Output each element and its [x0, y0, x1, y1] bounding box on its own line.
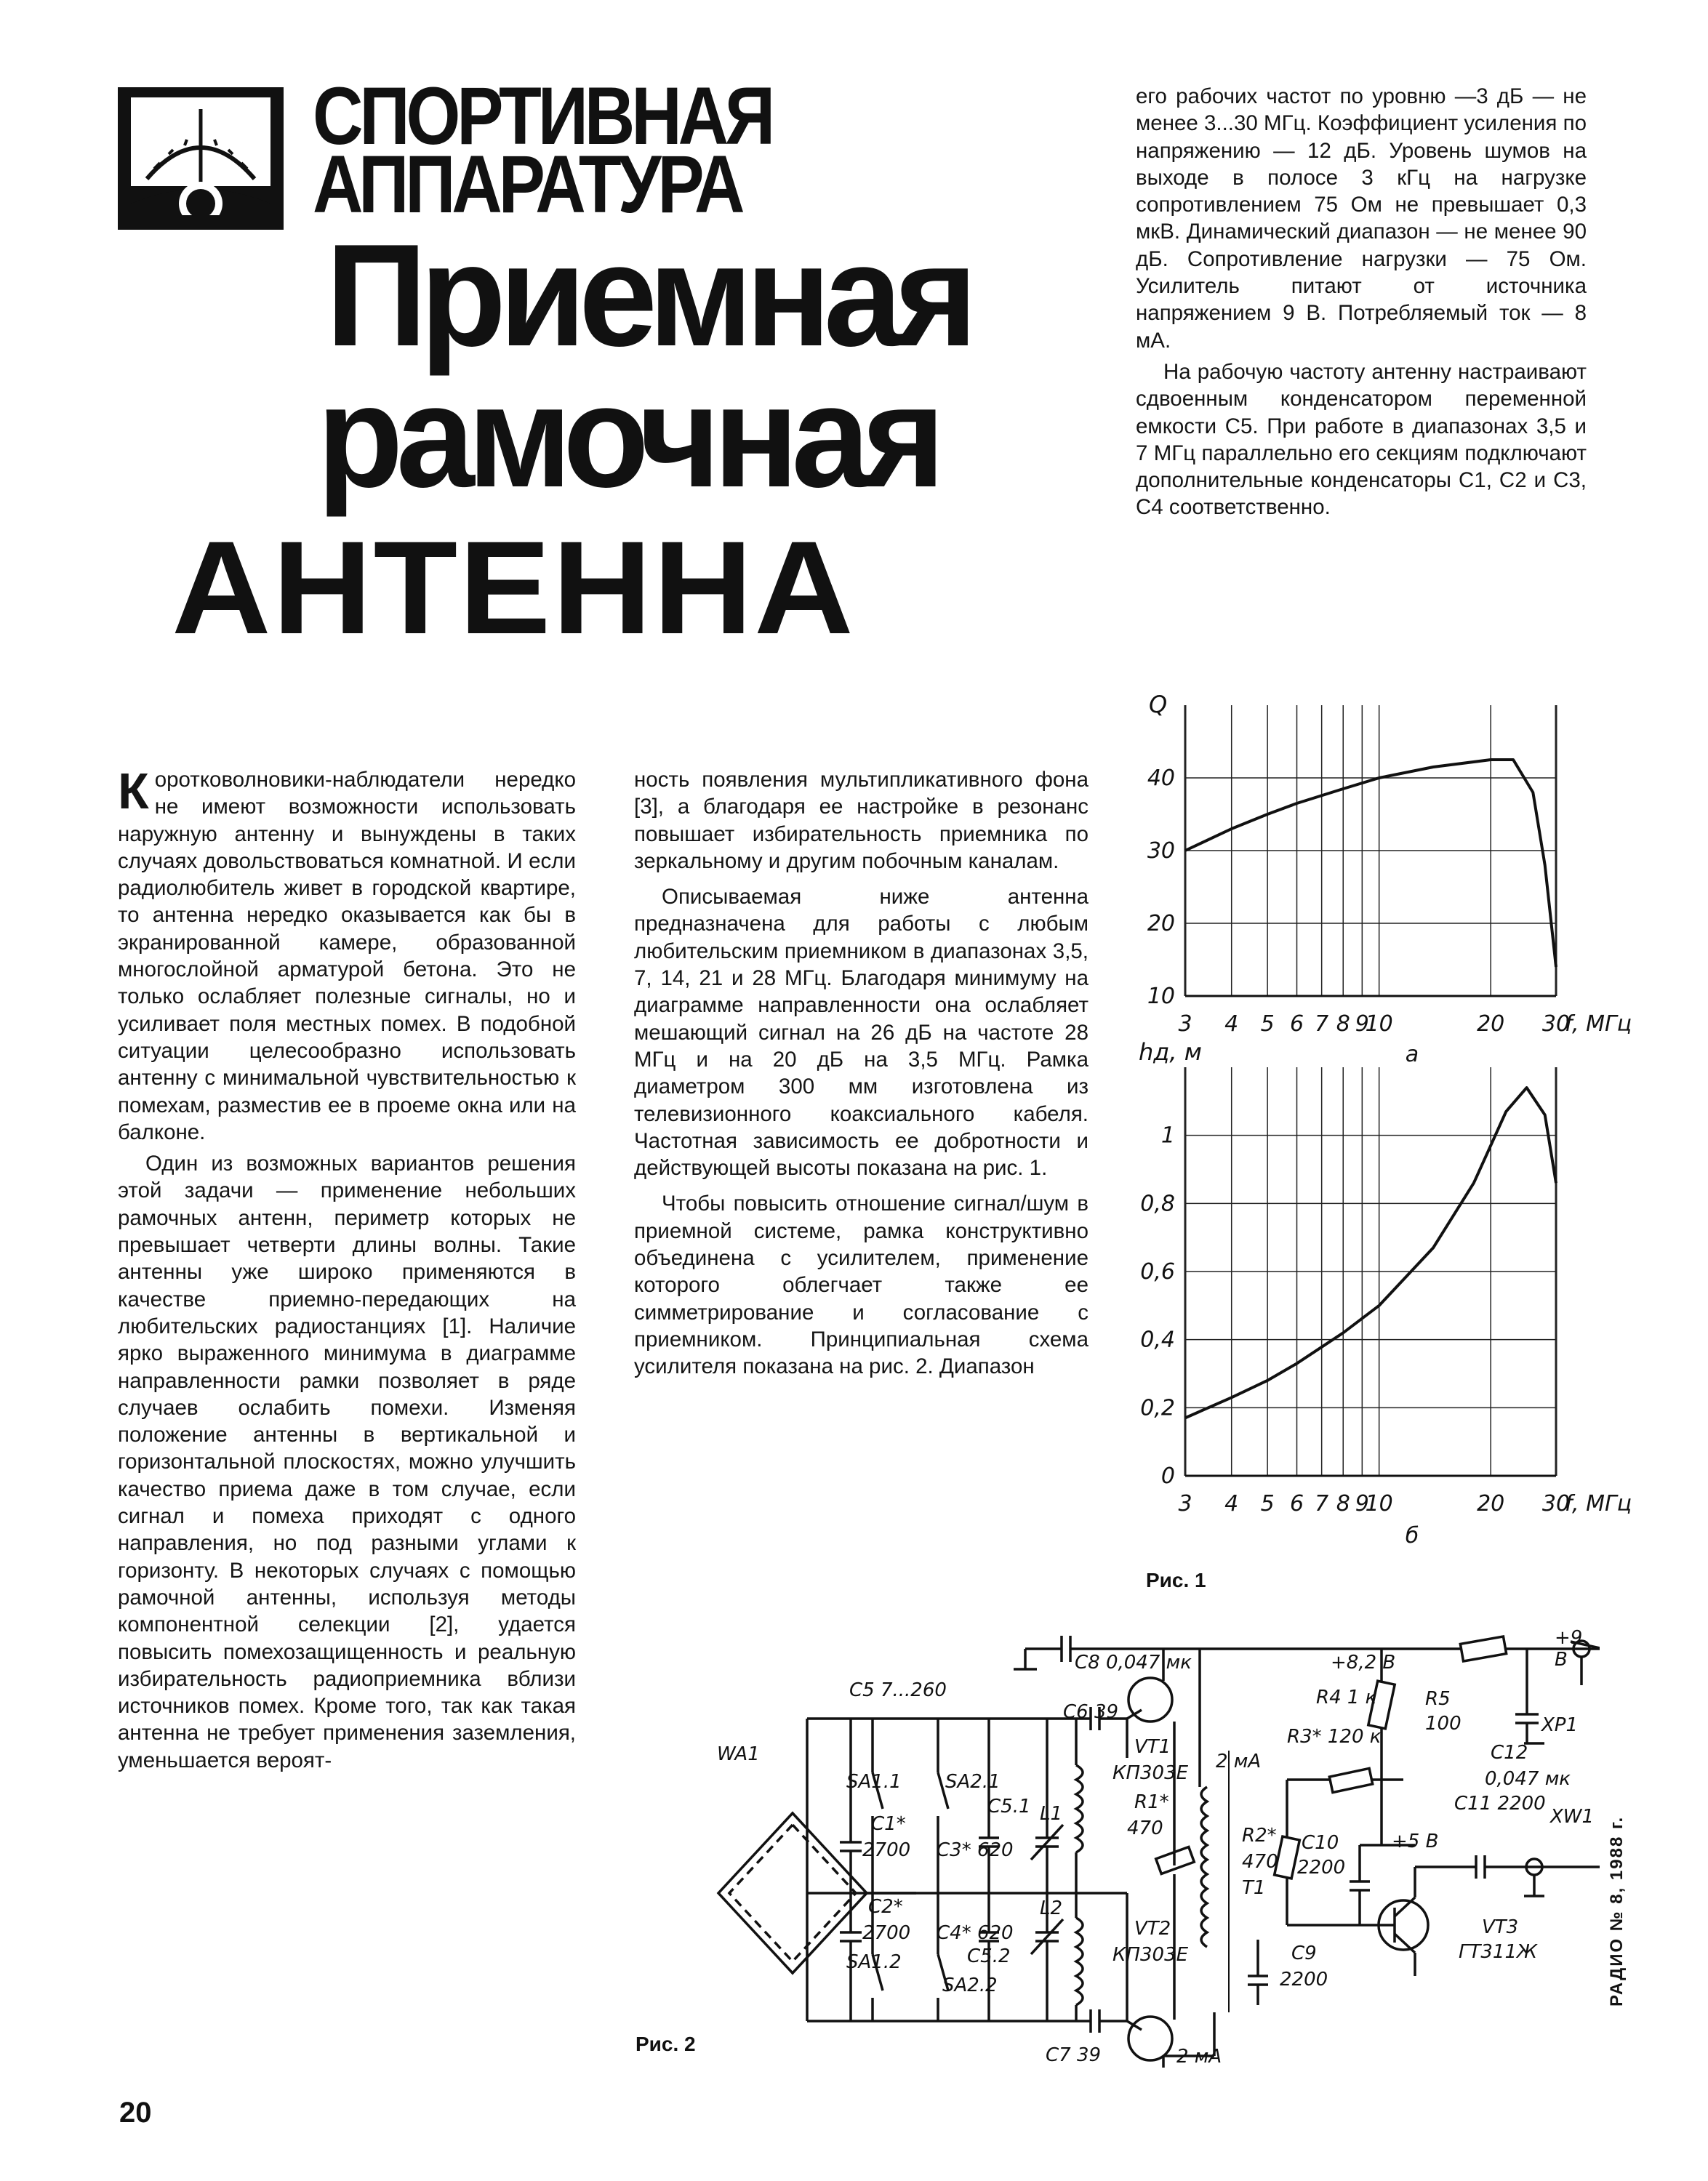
x-tick-label: 4 [1224, 1011, 1239, 1037]
figure-2 [633, 1627, 1600, 2070]
title-line2: рамочная [317, 356, 939, 518]
label-c9-value: 2200 [1280, 1969, 1328, 1991]
label-r2-value: 470 [1242, 1851, 1278, 1873]
label-sa22: SA2.2 [942, 1975, 998, 1996]
y-tick-label: 40 [1147, 766, 1175, 791]
y-axis-label: hд, м [1139, 1038, 1202, 1066]
x-tick-label: 5 [1260, 1011, 1275, 1037]
drop-cap: К [118, 763, 149, 819]
x-tick-label: 9 [1355, 1011, 1369, 1037]
paragraph: На рабочую частоту антенну настраивают сдвоенным конденсатором переменной емкости С5. При работе в диапазонах 3,5 и 7 МГц параллельно его секциям подключают дополнительные конденсаторы С1, С2 и С3, С4 соответственно. [1136, 359, 1587, 520]
figure-1-charts [1134, 691, 1658, 1599]
x-tick-label: 5 [1260, 1491, 1275, 1517]
label-8v2: +8,2 В [1331, 1652, 1396, 1674]
figure-2-caption: Рис. 2 [636, 2033, 696, 2055]
label-vt3-type: ГТ311Ж [1459, 1941, 1537, 1963]
label-c51: С5.1 [987, 1796, 1031, 1818]
label-r1: R1* [1134, 1791, 1169, 1813]
title-line3: АНТЕННА [172, 513, 855, 662]
label-c4: С4* 620 [937, 1922, 1014, 1944]
label-c2-value: 2700 [862, 1922, 911, 1944]
label-r4: R4 1 к [1316, 1687, 1377, 1708]
x-tick-label: 9 [1355, 1491, 1369, 1517]
x-tick-label: 10 [1365, 1491, 1393, 1517]
y-tick-label: 30 [1147, 838, 1175, 864]
paragraph-text: оротковолновики-наблюдатели нередко не имеют возможности использовать наружную антенну и вынуждены в таких случаях довольствоваться комнатной. И если радиолюбитель живет в городской квартире, то антенна нередко оказывается как бы в экранированной камере, образованной многослойной арматурой бетона. Это не только ослабляет полезные сигналы, но и усиливает поля местных помех. В подобной ситуации целесообразно использовать антенну с минимальной чувствительностью к помехам, разместив ее в проеме окна или на балконе. [118, 768, 576, 1144]
y-axis-label: Q [1149, 691, 1168, 718]
y-tick-label: 20 [1147, 911, 1175, 936]
paragraph: его рабочих частот по уровню —3 дБ — не менее 3...30 МГц. Коэффициент усиления по напряжению — 12 дБ. Уровень шумов на выходе в полосе 3 кГц на нагрузке сопротивлением 75 Ом не превышает 0,3 мкВ. Динамический диапазон — не менее 90 дБ. Сопротивление нагрузки — 75 Ом. Усилитель питают от источника напряжением 9 В. Потребляемый ток — 8 мА. [1136, 84, 1587, 353]
y-tick-label: 0,4 [1140, 1327, 1175, 1353]
label-xw1: XW1 [1550, 1806, 1595, 1828]
label-sa11: SA1.1 [846, 1771, 902, 1793]
label-5v: +5 В [1392, 1831, 1439, 1852]
section-logo [118, 87, 284, 230]
label-sa12: SA1.2 [846, 1951, 902, 1973]
label-r3: R3* 120 к [1287, 1726, 1382, 1748]
label-c12-value: 0,047 мк [1485, 1768, 1571, 1790]
label-c11: С11 2200 [1454, 1793, 1546, 1815]
x-tick-label: 20 [1477, 1491, 1505, 1517]
label-vt2: VT2 [1134, 1918, 1171, 1940]
label-vt1-type: КП303Е [1112, 1762, 1189, 1784]
x-tick-label: 4 [1224, 1491, 1239, 1517]
label-c12: С12 [1491, 1742, 1528, 1764]
label-c3: С3* 620 [937, 1839, 1014, 1861]
y-tick-label: 0,6 [1140, 1259, 1175, 1285]
label-vt2-type: КП303Е [1112, 1944, 1189, 1966]
label-c1: С1* [871, 1813, 906, 1835]
label-2ma-top: 2 мА [1216, 1751, 1262, 1772]
schematic-labels [633, 1627, 1600, 2070]
x-axis-label: f, МГц [1565, 1491, 1632, 1517]
label-c2: С2* [868, 1896, 903, 1918]
x-tick-label: 8 [1336, 1491, 1350, 1517]
column-3-text [1136, 83, 1587, 526]
label-l1: L1 [1040, 1803, 1063, 1825]
title-line1: Приемная [326, 214, 971, 377]
paragraph: ность появления мультипликативного фона [3], а благодаря ее настройке в резонанс повышает избирательность приемника по зеркальному и другим побочным каналам. [634, 768, 1088, 873]
column-1-text [118, 763, 576, 1778]
label-vt3: VT3 [1482, 1916, 1519, 1938]
label-c1-value: 2700 [862, 1839, 911, 1861]
x-tick-label: 7 [1315, 1011, 1329, 1037]
subfigure-label-b: б [1405, 1523, 1419, 1549]
label-r5: R5 [1425, 1688, 1451, 1710]
label-wa1: WA1 [717, 1743, 760, 1765]
section-kicker-line1: СПОРТИВНАЯ [313, 71, 772, 161]
x-tick-label: 20 [1477, 1011, 1505, 1037]
label-c10-value: 2200 [1297, 1857, 1346, 1879]
y-tick-label: 10 [1147, 984, 1175, 1009]
label-c7: С7 39 [1046, 2044, 1102, 2066]
paragraph: Описываемая ниже антенна предназначена для работы с любым любительским приемником в диапазонах 3,5, 7, 14, 21 и 28 МГц. Благодаря минимуму на диаграмме направленности она ослабляет мешающий сигнал на 26 дБ на частоте 28 МГц и на 20 дБ на 3,5 МГц. Рамка диаметром 300 мм изготовлена из телевизионного коаксиального кабеля. Частотная зависимость ее добротности и действующей высоты показана на рис. 1. [634, 885, 1088, 1181]
label-r1-value: 470 [1127, 1818, 1163, 1839]
figure-1 [1134, 691, 1658, 1599]
label-r5-value: 100 [1425, 1713, 1462, 1735]
label-t1: Т1 [1242, 1877, 1266, 1899]
subfigure-label-a: а [1405, 1042, 1419, 1067]
label-c8: С8 0,047 мк [1075, 1652, 1192, 1674]
x-tick-label: 30 [1541, 1491, 1571, 1517]
label-c9: С9 [1291, 1943, 1317, 1964]
label-c6: С6 39 [1063, 1701, 1119, 1723]
series-line [1185, 1088, 1556, 1418]
paragraph [118, 763, 576, 1146]
label-sa21: SA2.1 [945, 1771, 1001, 1793]
label-2ma-bottom: 2 мА [1176, 2046, 1222, 2068]
meter-icon [118, 87, 284, 230]
section-kicker-line2: АППАРАТУРА [313, 139, 742, 230]
label-c52: С5.2 [967, 1945, 1011, 1967]
paragraph: Один из возможных вариантов решения этой задачи — применение небольших рамочных антенн, периметр которых не превышает четверти длины волны. Такие антенны уже широко применяются в качестве приемно-передающих на любительских радиостанциях [1]. Наличие ярко выраженного минимума в диаграмме направленности рамки позволяет в ряде случаев ослабить помехи. Изменяя положение антенны в вертикальной и горизонтальной плоскостях, можно улучшить качество приема даже в том случае, если сигнал и помеха приходят с одного направления, но под разными углами к горизонту. В некоторых случаях с помощью рамочной антенны, используя методы компонентной селекции [2], удается повысить помехозащищенность и реальную избирательность радиоприемника вблизи источников помех. Кроме того, так как такая антенна не требует применения заземления, уменьшается вероят- [118, 1152, 576, 1772]
column-2-text [634, 766, 1088, 1385]
y-tick-label: 0,2 [1140, 1395, 1175, 1421]
series-line [1185, 760, 1556, 967]
x-tick-label: 3 [1178, 1011, 1192, 1037]
label-c10: С10 [1302, 1832, 1339, 1854]
label-vt1: VT1 [1134, 1736, 1171, 1758]
label-l2: L2 [1040, 1897, 1063, 1919]
paragraph: Чтобы повысить отношение сигнал/шум в приемной системе, рамка конструктивно объединена с усилителем, применение которого облегчает также ее симметрирование и согласование с приемником. Принципиальная схема усилителя показана на рис. 2. Диапазон [634, 1192, 1088, 1379]
x-tick-label: 3 [1178, 1491, 1192, 1517]
figure-1-caption: Рис. 1 [1146, 1569, 1206, 1591]
label-xp1: ХР1 [1541, 1714, 1579, 1736]
y-tick-label: 0 [1160, 1463, 1175, 1489]
label-r2: R2* [1242, 1825, 1277, 1847]
x-tick-label: 6 [1289, 1491, 1304, 1517]
label-9v: +9 В [1555, 1627, 1583, 1671]
y-tick-label: 1 [1160, 1122, 1175, 1149]
label-c5: С5 7...260 [849, 1679, 947, 1701]
y-tick-label: 0,8 [1140, 1191, 1175, 1217]
x-tick-label: 7 [1315, 1491, 1329, 1517]
x-axis-label: f, МГц [1565, 1011, 1632, 1037]
x-tick-label: 6 [1289, 1011, 1304, 1037]
x-tick-label: 8 [1336, 1011, 1350, 1037]
page-number: 20 [119, 2097, 152, 2129]
x-tick-label: 30 [1541, 1011, 1571, 1037]
x-tick-label: 10 [1365, 1011, 1393, 1037]
journal-issue: РАДИО № 8, 1988 г. [1607, 1815, 1627, 2007]
